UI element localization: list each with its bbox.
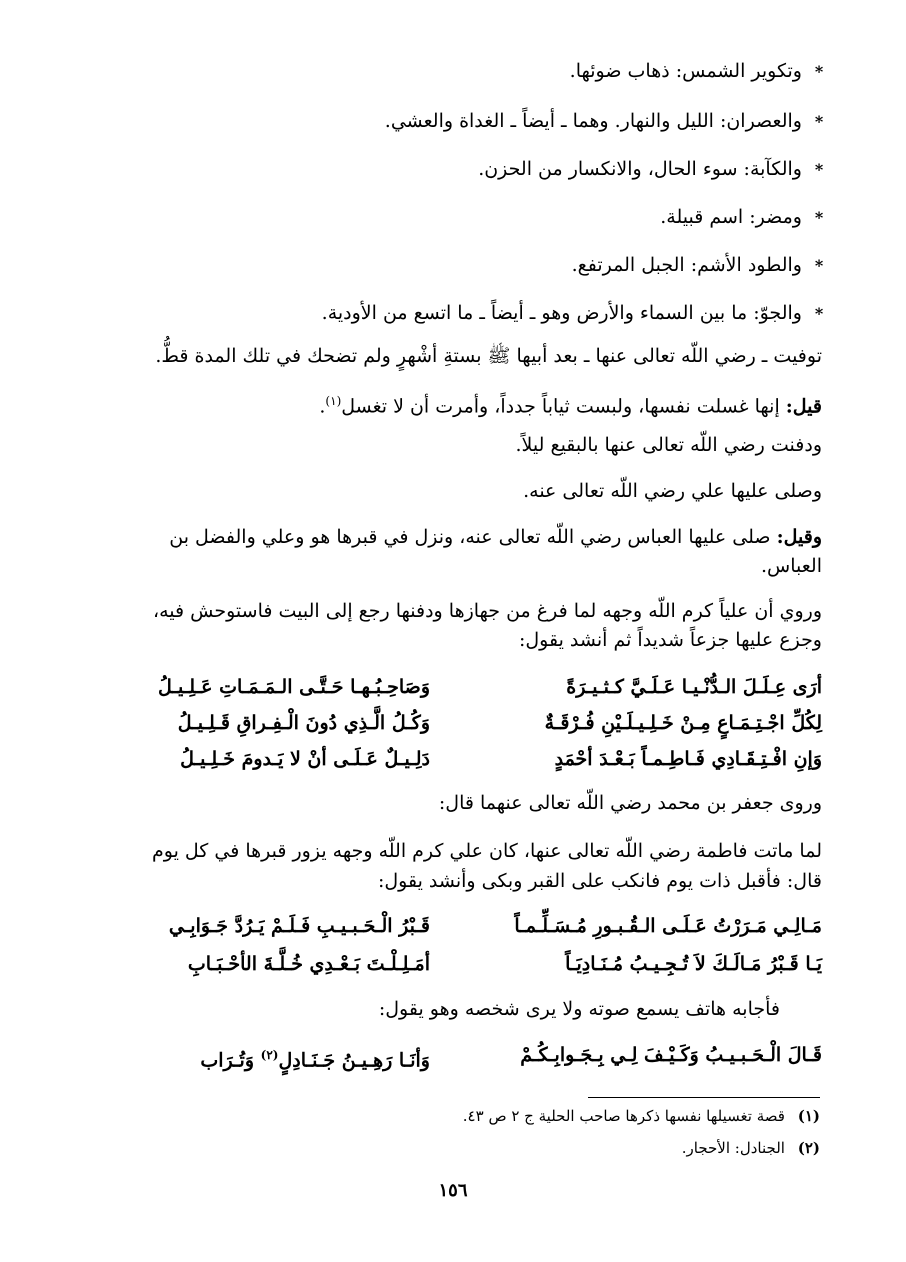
paragraph-narration-cont: وجزع عليها جزعاً شديداً ثم أنشد يقول: (518, 629, 822, 651)
footnote-divider (588, 1097, 820, 1098)
paragraph-visit-cont: قال: فأقبل ذات يوم فانكب على القبر وبكى وأنشد يقول: (377, 870, 822, 892)
poem1-verse1-first: أرَى عِـلَـلَ الـدُّنْـيـا عَـلَـيَّ كـثـيـرَةً (566, 676, 822, 698)
paragraph-abbas-cont: العباس. (761, 555, 822, 577)
glossary-item (70, 252, 830, 279)
paragraph-text: صلى عليها العباس رضي اللّه تعالى عنه، ونزل في قبرها هو وعلي والفضل بن (169, 526, 771, 548)
glossary-text: والعصران: الليل والنهار. وهما ـ أيضاً ـ الغداة والعشي. (384, 110, 802, 132)
footnote-number: (١) (797, 1107, 820, 1125)
footnote-number: (٢) (797, 1139, 820, 1157)
asterisk-icon: * (814, 304, 824, 323)
poem3-second-a: وَأنَـا رَهِـيـنُ جَـنَـادِلٍ (278, 1049, 430, 1072)
footnote-text: الجنادل: الأحجار. (681, 1139, 785, 1157)
paragraph-reply: فأجابه هاتف يسمع صوته ولا يرى شخصه وهو يقول: (378, 998, 780, 1020)
glossary-item (70, 58, 830, 85)
poem2-verse2-first: يَـا قَـبْرُ مَـالَـكَ لاَ تُـجِـيـبُ مُـنَـادِيَـاً (565, 953, 822, 975)
glossary-text: وتكوير الشمس: ذهاب ضوئها. (569, 60, 802, 82)
asterisk-icon: * (814, 160, 824, 179)
paragraph-jafar: وروى جعفر بن محمد رضي اللّه تعالى عنهما قال: (438, 792, 822, 814)
paragraph-washing (70, 388, 822, 419)
waqila-label: وقيل: (776, 526, 822, 548)
poem1-verse1-second: وَصَاحِـبُـهـا حَـتَّـى الـمَـمَـاتِ عَـلِـيـلُ (158, 676, 430, 698)
poem1-verse2-first: لِكُلِّ اجْـتِـمَـاعٍ مِـنْ خَـلِـيـلَـيْنِ فُـرْقَـةٌ (544, 712, 822, 734)
poem1-verse2-second: وَكُـلُ الَّـذِي دُونَ الْـفِـراقِ قَـلِـيـلُ (177, 712, 430, 734)
asterisk-icon: * (814, 208, 824, 227)
poem3-second (70, 1042, 430, 1073)
glossary-item (70, 300, 830, 327)
qila-label: قيل: (785, 395, 822, 418)
glossary-item (70, 156, 830, 183)
poem3-second-b: وَتُـرَاب (200, 1049, 261, 1072)
paragraph-burial: ودفنت رضي اللّه تعالى عنها بالبقيع ليلاً. (515, 434, 822, 456)
poem1-verse3-second: دَلِـيـلٌ عَـلَـى أنْ لا يَـدومَ خَـلِـيـلُ (180, 748, 430, 770)
poem1-verse3-first: وَإنِ افْـتِـقَـادِي فَـاطِـمـاً بَـعْـدَ أحْمَدٍ (554, 748, 822, 770)
asterisk-icon: * (814, 62, 824, 81)
footnote-1 (463, 1106, 820, 1126)
asterisk-icon: * (814, 112, 824, 131)
page-number: ١٥٦ (438, 1180, 468, 1201)
glossary-text: والطود الأشم: الجبل المرتفع. (571, 254, 802, 276)
glossary-text: والجوّ: ما بين السماء والأرض وهو ـ أيضاً ـ ما اتسع من الأودية. (321, 302, 802, 324)
poem3-first: قَـالَ الْـحَـبـيـبُ وَكَـيْـفَ لِـي بِـجَـوابِـكُـمْ (520, 1044, 822, 1066)
footnote-ref: (٢) (260, 1048, 279, 1062)
poem2-verse1-first: مَـالِـي مَـرَرْتُ عَـلَـى الـقُـبـورِ مُـسَـلِّـمـاً (514, 915, 822, 937)
footnote-text: قصة تغسيلها نفسها ذكرها صاحب الحلية ج ٢ ص ٤٣. (462, 1107, 785, 1125)
paragraph-end: . (319, 395, 326, 418)
glossary-item (70, 108, 830, 135)
footnote-ref: (١) (325, 394, 342, 408)
footnote-2 (682, 1138, 820, 1158)
asterisk-icon: * (814, 256, 824, 275)
paragraph-narration: وروي أن علياً كرم اللّه وجهه لما فرغ من جهازها ودفنها رجع إلى البيت فاستوحش فيه، (152, 600, 822, 622)
paragraph-death: توفيت ـ رضي اللّه تعالى عنها ـ بعد أبيها ﷺ بستةِ أشْهرٍ ولم تضحك في تلك المدة قطُّ. (155, 345, 822, 367)
paragraph-text: إنها غسلت نفسها، ولبست ثياباً جدداً، وأمرت أن لا تغسل (341, 395, 780, 418)
poem2-verse2-second: أمَـلِـلْـتَ بَـعْـدِي خُـلَّـةَ الأحْـبَـابِ (187, 953, 430, 975)
paragraph-prayer: وصلى عليها علي رضي اللّه تعالى عنه. (523, 480, 822, 502)
paragraph-visit: لما ماتت فاطمة رضي اللّه تعالى عنها، كان علي كرم اللّه وجهه يزور قبرها في كل يوم (152, 840, 822, 862)
glossary-text: ومضر: اسم قبيلة. (660, 206, 802, 228)
paragraph-abbas (70, 524, 822, 550)
poem2-verse1-second: قَـبْرُ الْـحَـبـيـبِ فَـلَـمْ يَـرُدَّ جَـوَابِـي (168, 915, 430, 937)
glossary-text: والكآبة: سوء الحال، والانكسار من الحزن. (478, 158, 802, 180)
glossary-item (70, 204, 830, 231)
